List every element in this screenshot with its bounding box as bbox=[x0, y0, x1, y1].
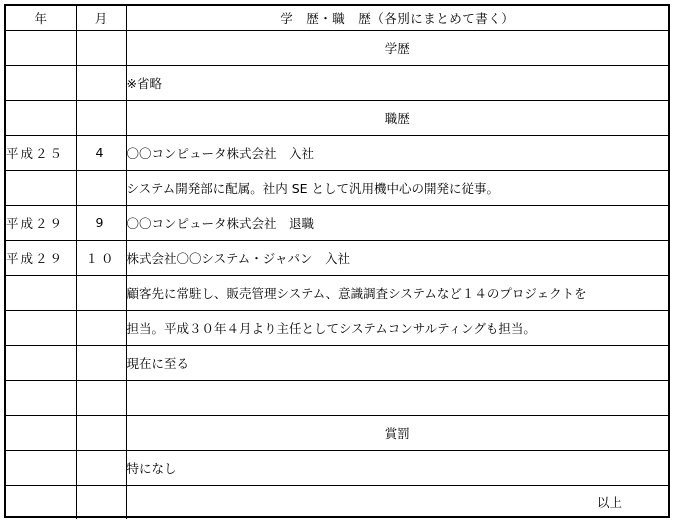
description-cell: システム開発部に配属。社内 SE として汎用機中心の開発に従事。 bbox=[126, 170, 668, 205]
table-row bbox=[6, 205, 668, 240]
month-cell bbox=[76, 345, 126, 380]
description-cell: 顧客先に常駐し、販売管理システム、意識調査システムなど１４のプロジェクトを bbox=[126, 275, 668, 310]
month-cell bbox=[76, 450, 126, 485]
year-cell bbox=[6, 415, 76, 450]
description-cell: 学歴 bbox=[126, 30, 668, 65]
month-cell bbox=[76, 30, 126, 65]
month-cell bbox=[76, 310, 126, 345]
year-cell bbox=[6, 345, 76, 380]
year-cell bbox=[6, 485, 76, 519]
description-cell: 職歴 bbox=[126, 100, 668, 135]
month-cell: 9 bbox=[76, 205, 126, 240]
year-cell bbox=[6, 100, 76, 135]
month-cell: 4 bbox=[76, 135, 126, 170]
month-cell bbox=[76, 380, 126, 415]
table-row bbox=[6, 135, 668, 170]
month-cell bbox=[76, 100, 126, 135]
header-description: 学 歴・職 歴（各別にまとめて書く） bbox=[126, 6, 668, 30]
description-cell: 〇〇コンピュータ株式会社 退職 bbox=[126, 205, 668, 240]
year-cell bbox=[6, 65, 76, 100]
resume-history-sheet bbox=[4, 4, 670, 518]
description-cell: 賞罰 bbox=[126, 415, 668, 450]
table-row bbox=[6, 415, 668, 450]
year-cell bbox=[6, 170, 76, 205]
description-cell bbox=[126, 380, 668, 415]
table-header-row bbox=[6, 6, 668, 30]
year-cell bbox=[6, 30, 76, 65]
header-year: 年 bbox=[6, 6, 76, 30]
table-row bbox=[6, 30, 668, 65]
description-cell: 〇〇コンピュータ株式会社 入社 bbox=[126, 135, 668, 170]
description-cell: 担当。平成３０年４月より主任としてシステムコンサルティングも担当。 bbox=[126, 310, 668, 345]
year-cell bbox=[6, 380, 76, 415]
education-work-history-table bbox=[6, 6, 668, 519]
year-cell: 平成２９ bbox=[6, 240, 76, 275]
year-cell bbox=[6, 310, 76, 345]
description-cell: 特になし bbox=[126, 450, 668, 485]
month-cell: １０ bbox=[76, 240, 126, 275]
description-cell: 以上 bbox=[126, 485, 668, 519]
month-cell bbox=[76, 485, 126, 519]
description-cell: ※省略 bbox=[126, 65, 668, 100]
table-row bbox=[6, 240, 668, 275]
description-cell: 株式会社〇〇システム・ジャパン 入社 bbox=[126, 240, 668, 275]
year-cell: 平成２５ bbox=[6, 135, 76, 170]
month-cell bbox=[76, 65, 126, 100]
header-month: 月 bbox=[76, 6, 126, 30]
month-cell bbox=[76, 170, 126, 205]
month-cell bbox=[76, 275, 126, 310]
table-row bbox=[6, 450, 668, 485]
table-row bbox=[6, 275, 668, 310]
table-row bbox=[6, 485, 668, 519]
history-rows bbox=[6, 30, 668, 519]
year-cell bbox=[6, 275, 76, 310]
table-row bbox=[6, 100, 668, 135]
year-cell bbox=[6, 450, 76, 485]
table-row bbox=[6, 170, 668, 205]
table-row bbox=[6, 65, 668, 100]
month-cell bbox=[76, 415, 126, 450]
table-row bbox=[6, 345, 668, 380]
table-row bbox=[6, 380, 668, 415]
description-cell: 現在に至る bbox=[126, 345, 668, 380]
table-row bbox=[6, 310, 668, 345]
year-cell: 平成２９ bbox=[6, 205, 76, 240]
